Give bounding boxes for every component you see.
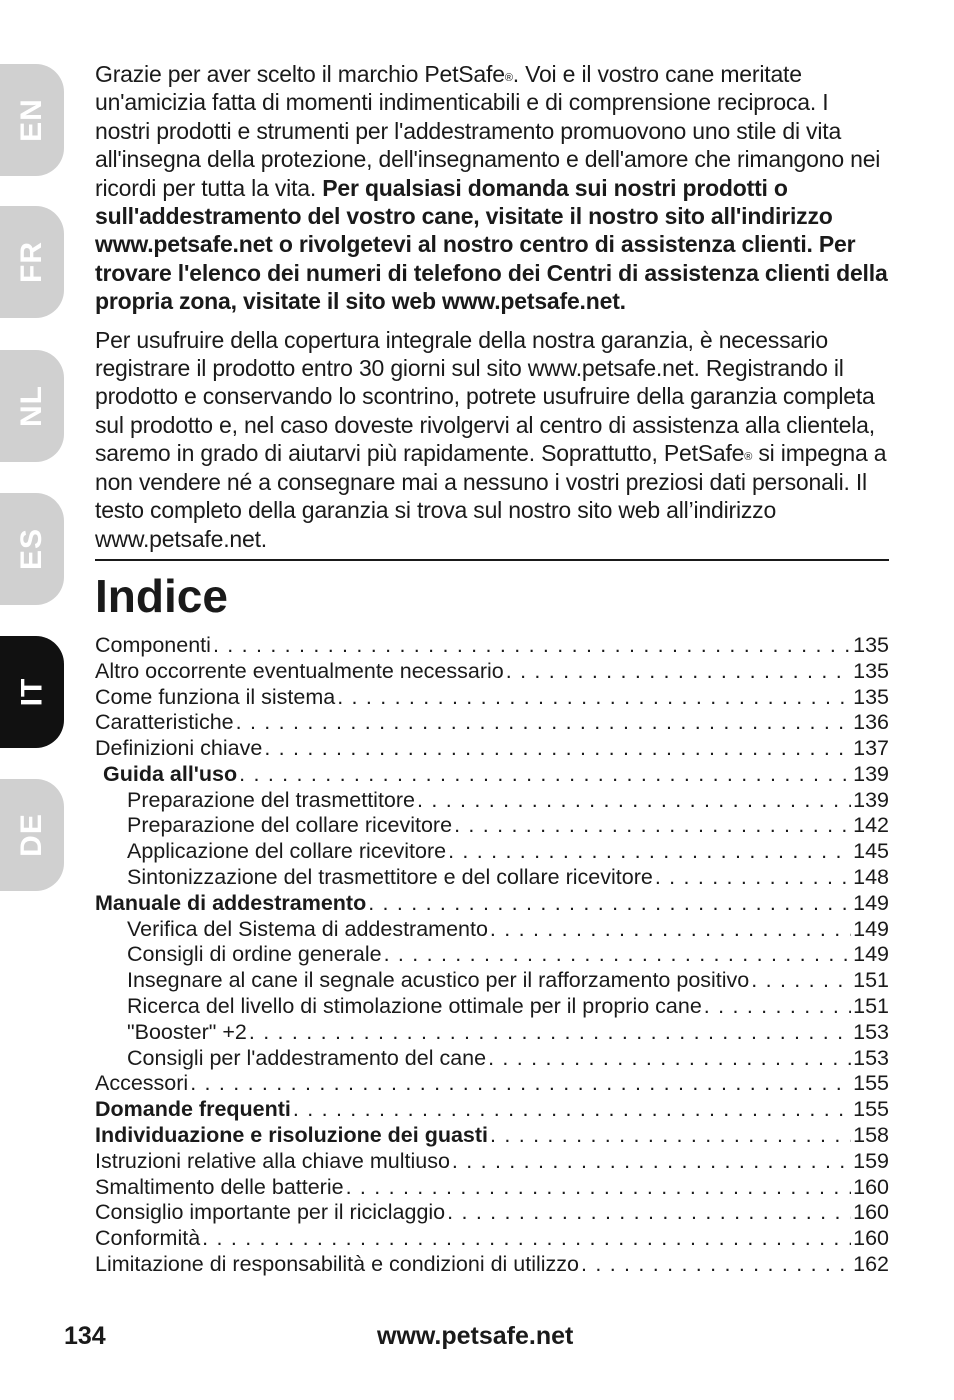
lang-tab-de[interactable] <box>0 779 64 891</box>
toc-entry-page: 160 <box>853 1226 889 1251</box>
toc-leader-dots <box>490 1123 851 1148</box>
toc-leader-dots <box>417 788 851 813</box>
footer-url: www.petsafe.net <box>377 1322 574 1350</box>
intro-bold-text: Per qualsiasi domanda sui nostri prodotti o sull'addestramento del vostro cane, visitate il nostro sito all'indirizzo www.petsafe.net o rivolgetevi al nostro centro di assistenza clienti. Per trovare l'elenco dei numeri di telefono dei Centri di assistenza clienti della propria zona, visitate il sito web www.petsafe.net. <box>95 174 888 315</box>
toc-entry-page: 135 <box>853 684 889 709</box>
lang-tab-label: NL <box>15 385 48 427</box>
toc-leader-dots <box>655 865 851 890</box>
toc-entry-page: 139 <box>853 787 889 812</box>
table-of-contents <box>95 633 889 1278</box>
toc-entry-page: 159 <box>853 1148 889 1173</box>
toc-leader-dots <box>368 891 851 916</box>
toc-entry-page: 136 <box>853 710 889 735</box>
toc-entry-title: Verifica del Sistema di addestramento <box>127 916 488 941</box>
toc-entry-page: 149 <box>853 890 889 915</box>
toc-entry[interactable] <box>95 633 889 659</box>
toc-entry-title: Definizioni chiave <box>95 736 263 761</box>
lang-tab-it[interactable] <box>0 636 64 748</box>
toc-entry-title: Manuale di addestramento <box>95 890 367 915</box>
toc-entry-title: Caratteristiche <box>95 710 234 735</box>
toc-entry[interactable] <box>95 891 889 917</box>
lang-tab-nl[interactable] <box>0 350 64 462</box>
lang-tab-es[interactable] <box>0 493 64 605</box>
toc-entry[interactable] <box>95 736 889 762</box>
page-content <box>95 60 889 1278</box>
toc-entry-title: Insegnare al cane il segnale acustico per il rafforzamento positivo <box>127 968 750 993</box>
toc-entry[interactable] <box>95 659 889 685</box>
toc-leader-dots <box>581 1252 851 1277</box>
registered-mark: ® <box>744 451 753 464</box>
toc-entry[interactable] <box>95 813 889 839</box>
toc-leader-dots <box>506 659 851 684</box>
toc-entry-title: Altro occorrente eventualmente necessario <box>95 658 504 683</box>
toc-leader-dots <box>488 1046 851 1071</box>
lang-tab-fr[interactable] <box>0 206 64 318</box>
toc-entry[interactable] <box>95 994 889 1020</box>
toc-leader-dots <box>202 1226 851 1251</box>
toc-leader-dots <box>264 736 851 761</box>
toc-entry[interactable] <box>95 1175 889 1201</box>
toc-entry-page: 135 <box>853 632 889 657</box>
toc-entry[interactable] <box>95 839 889 865</box>
toc-entry[interactable] <box>95 788 889 814</box>
toc-leader-dots <box>704 994 851 1019</box>
toc-entry-page: 153 <box>853 1019 889 1044</box>
toc-entry-title: Consigli per l'addestramento del cane <box>127 1045 487 1070</box>
toc-entry-title: Preparazione del trasmettitore <box>127 787 416 812</box>
toc-entry-page: 142 <box>853 813 889 838</box>
toc-entry-title: Come funziona il sistema <box>95 684 336 709</box>
lang-tab-label: EN <box>15 98 48 142</box>
toc-entry[interactable] <box>95 1020 889 1046</box>
toc-entry-page: 160 <box>853 1200 889 1225</box>
toc-entry-title: Componenti <box>95 632 211 657</box>
divider <box>95 559 889 561</box>
toc-entry-page: 149 <box>853 916 889 941</box>
toc-entry[interactable] <box>95 942 889 968</box>
toc-leader-dots <box>337 685 851 710</box>
toc-entry-page: 151 <box>853 994 889 1019</box>
toc-entry[interactable] <box>95 1046 889 1072</box>
toc-entry-title: Smaltimento delle batterie <box>95 1174 344 1199</box>
toc-entry-page: 151 <box>853 968 889 993</box>
toc-leader-dots <box>249 1020 851 1045</box>
toc-entry[interactable] <box>95 1252 889 1278</box>
toc-entry-title: Istruzioni relative alla chiave multiuso <box>95 1148 450 1173</box>
toc-entry[interactable] <box>95 685 889 711</box>
toc-entry-title: Conformità <box>95 1226 201 1251</box>
toc-leader-dots <box>447 1200 851 1225</box>
lang-tab-label: DE <box>15 813 48 857</box>
toc-entry-title: Guida all'uso <box>103 761 238 786</box>
toc-entry-title: Sintonizzazione del trasmettitore e del collare ricevitore <box>127 865 653 890</box>
toc-entry-page: 153 <box>853 1045 889 1070</box>
page-number: 134 <box>64 1322 106 1350</box>
toc-leader-dots <box>454 813 851 838</box>
toc-entry[interactable] <box>95 1149 889 1175</box>
toc-entry-page: 139 <box>853 761 889 786</box>
lang-tab-label: IT <box>14 677 48 707</box>
page-title: Indice <box>95 569 228 622</box>
toc-entry[interactable] <box>95 865 889 891</box>
toc-entry-title: Applicazione del collare ricevitore <box>127 839 447 864</box>
toc-entry-page: 135 <box>853 658 889 683</box>
toc-entry-title: Accessori <box>95 1071 189 1096</box>
toc-entry[interactable] <box>95 1097 889 1123</box>
warranty-text: Per usufruire della copertura integrale della nostra garanzia, è necessario registrare il prodotto entro 30 giorni sul sito www.petsafe.net. Registrando il prodotto e conservando lo scontrino, potrete usufruire della garanzia completa sul prodotto e, nel caso doveste rivolgervi al centro di assistenza alla clientela, saremo in grado di aiutarvi più rapidamente. Soprattutto, PetSafe <box>95 326 875 467</box>
toc-leader-dots <box>213 633 851 658</box>
toc-entry-page: 155 <box>853 1097 889 1122</box>
toc-entry[interactable] <box>95 1200 889 1226</box>
language-tabs <box>0 0 64 1400</box>
intro-text: . Voi e il vostro cane meritate un'amicizia fatta di momenti indimenticabili e di comprensione reciproca. I nostri prodotti e strumenti per l'addestramento promuovono uno stile di vita all'insegna della protezione, dell'insegnamento e dell'amore che rimangono nei ricordi per tutta la vita. <box>95 61 881 201</box>
toc-entry-title: Preparazione del collare ricevitore <box>127 813 453 838</box>
toc-entry[interactable] <box>95 917 889 943</box>
toc-leader-dots <box>384 942 852 967</box>
toc-entry[interactable] <box>95 710 889 736</box>
toc-entry-title: Individuazione e risoluzione dei guasti <box>95 1123 489 1148</box>
toc-entry-page: 149 <box>853 942 889 967</box>
registered-mark: ® <box>504 72 513 84</box>
toc-entry-page: 137 <box>853 736 889 761</box>
toc-leader-dots <box>490 917 851 942</box>
lang-tab-en[interactable] <box>0 64 64 176</box>
toc-entry[interactable] <box>95 1123 889 1149</box>
toc-leader-dots <box>239 762 851 787</box>
warranty-text: si impegna a non vendere né a consegnare mai a nessuno i vostri preziosi dati personali. Il testo completo della garanzia si trova sul nostro sito web all’indirizzo www.petsafe.net. <box>95 440 887 552</box>
toc-leader-dots <box>190 1071 851 1096</box>
toc-entry-title: "Booster" +2 <box>127 1019 247 1044</box>
warranty-paragraph <box>95 326 889 553</box>
toc-entry[interactable] <box>95 1226 889 1252</box>
toc-leader-dots <box>236 710 852 735</box>
toc-entry-title: Ricerca del livello di stimolazione ottimale per il proprio cane <box>127 994 702 1019</box>
intro-text: Grazie per aver scelto il marchio PetSafe <box>95 61 505 87</box>
toc-leader-dots <box>751 968 851 993</box>
toc-entry-page: 162 <box>853 1252 889 1277</box>
toc-entry-title: Limitazione di responsabilità e condizioni di utilizzo <box>95 1252 580 1277</box>
toc-entry-page: 158 <box>853 1123 889 1148</box>
lang-tab-label: FR <box>15 241 48 283</box>
toc-entry-title: Consiglio importante per il riciclaggio <box>95 1200 446 1225</box>
toc-entry-title: Consigli di ordine generale <box>127 942 382 967</box>
lang-tab-label: ES <box>15 527 48 571</box>
toc-entry-title: Domande frequenti <box>95 1097 291 1122</box>
toc-leader-dots <box>293 1097 851 1122</box>
toc-leader-dots <box>452 1149 851 1174</box>
toc-entry[interactable] <box>95 762 889 788</box>
toc-entry-page: 148 <box>853 865 889 890</box>
toc-leader-dots <box>346 1175 852 1200</box>
toc-entry[interactable] <box>95 968 889 994</box>
toc-leader-dots <box>448 839 851 864</box>
toc-entry-page: 155 <box>853 1071 889 1096</box>
toc-entry[interactable] <box>95 1071 889 1097</box>
intro-paragraph <box>95 60 889 316</box>
toc-entry-page: 160 <box>853 1174 889 1199</box>
toc-entry-page: 145 <box>853 839 889 864</box>
